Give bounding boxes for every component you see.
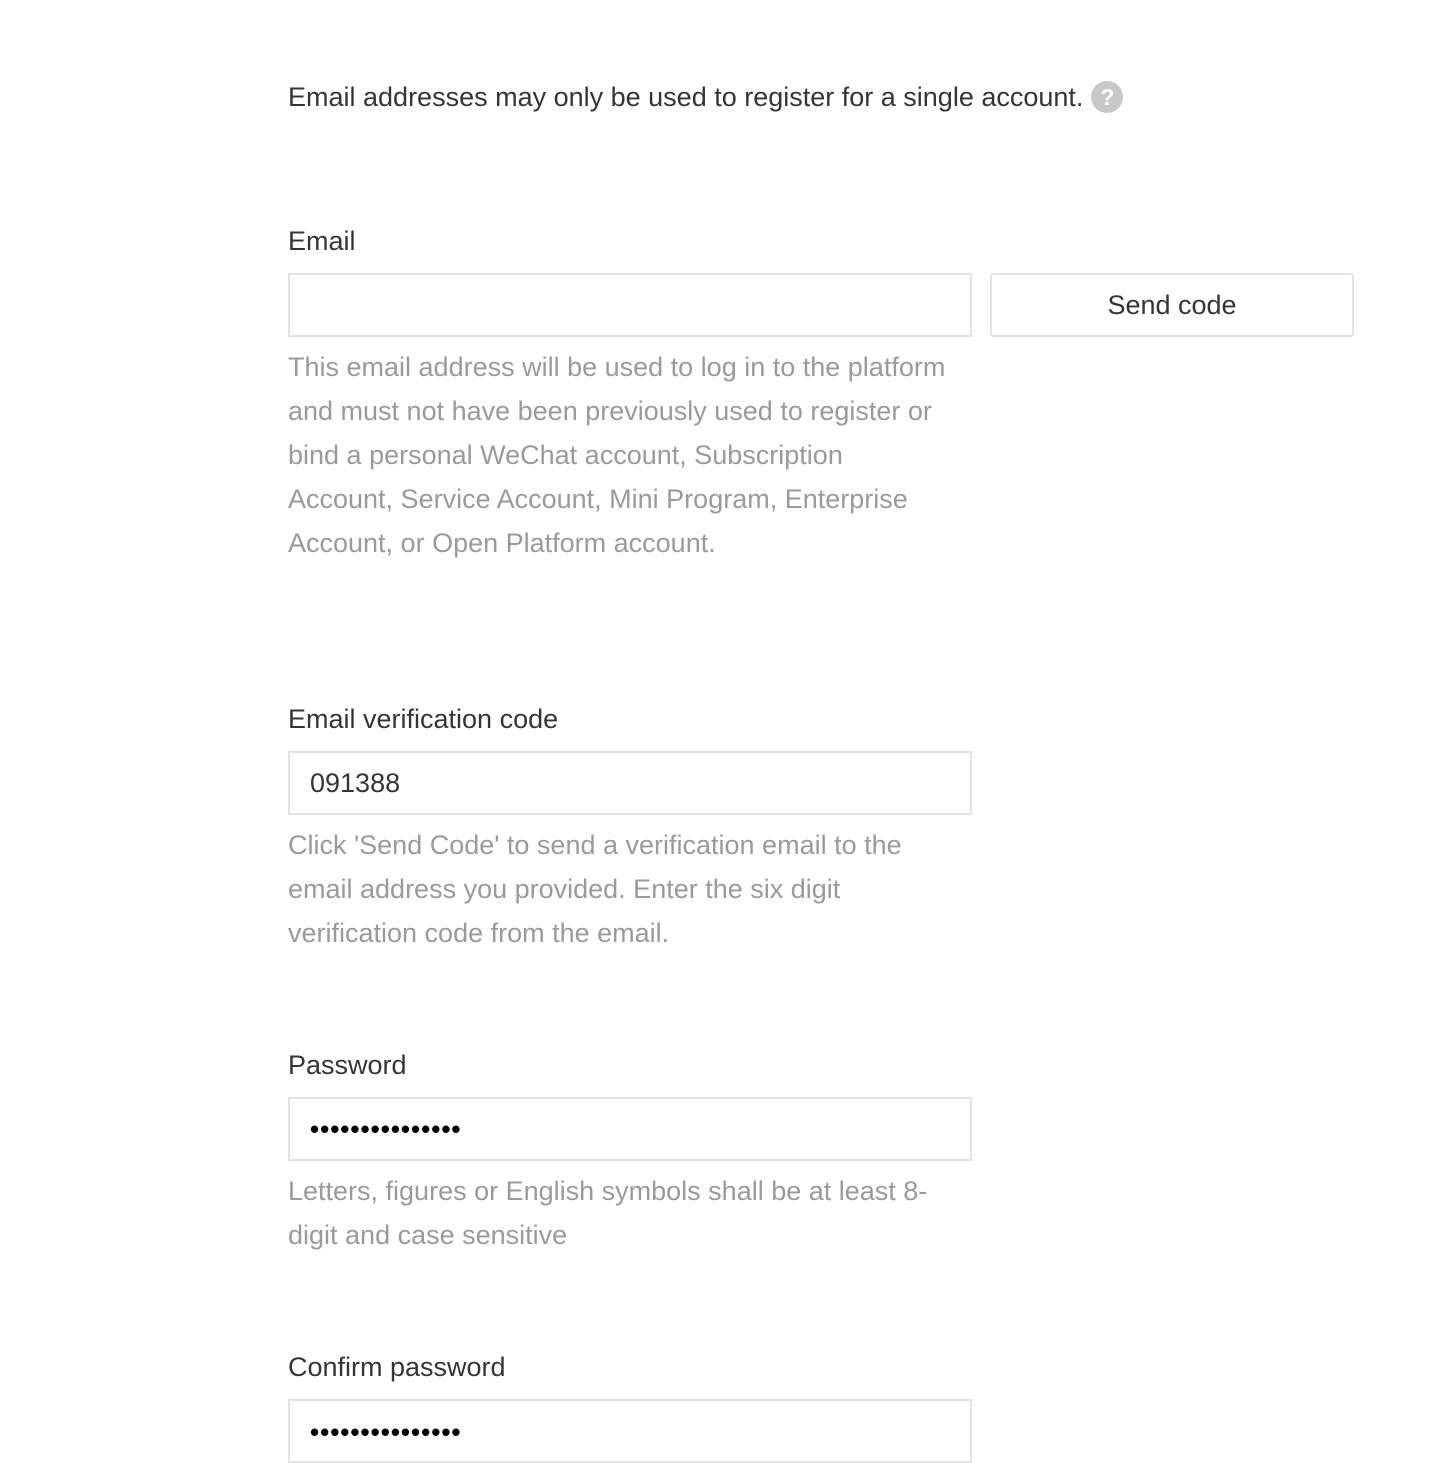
email-label: Email (288, 226, 356, 256)
email-hint: This email address will be used to log in to the platform and must not have been previously used to register or bind a personal WeChat account, Subscription Account, Service Account, Mini Program, Enterprise Account, or Open Platform account. (288, 352, 946, 558)
single-account-notice (288, 79, 1123, 115)
help-icon[interactable]: ? (1091, 81, 1123, 113)
password-field[interactable]: ••••••••••••••• (288, 1097, 972, 1161)
verification-code-hint: Click 'Send Code' to send a verification email to the email address you provided. Enter the six digit verification code from the email. (288, 830, 902, 948)
confirm-password-label: Confirm password (288, 1352, 506, 1382)
notice-text: Email addresses may only be used to register for a single account. (288, 82, 1084, 112)
verification-code-field[interactable]: 091388 (288, 751, 972, 815)
email-field[interactable] (288, 273, 972, 337)
password-label: Password (288, 1050, 407, 1080)
verification-code-label: Email verification code (288, 704, 559, 734)
password-hint: Letters, figures or English symbols shall be at least 8-digit and case sensitive (288, 1176, 928, 1250)
send-code-button[interactable]: Send code (990, 273, 1354, 337)
confirm-password-field[interactable]: ••••••••••••••• (288, 1399, 972, 1463)
